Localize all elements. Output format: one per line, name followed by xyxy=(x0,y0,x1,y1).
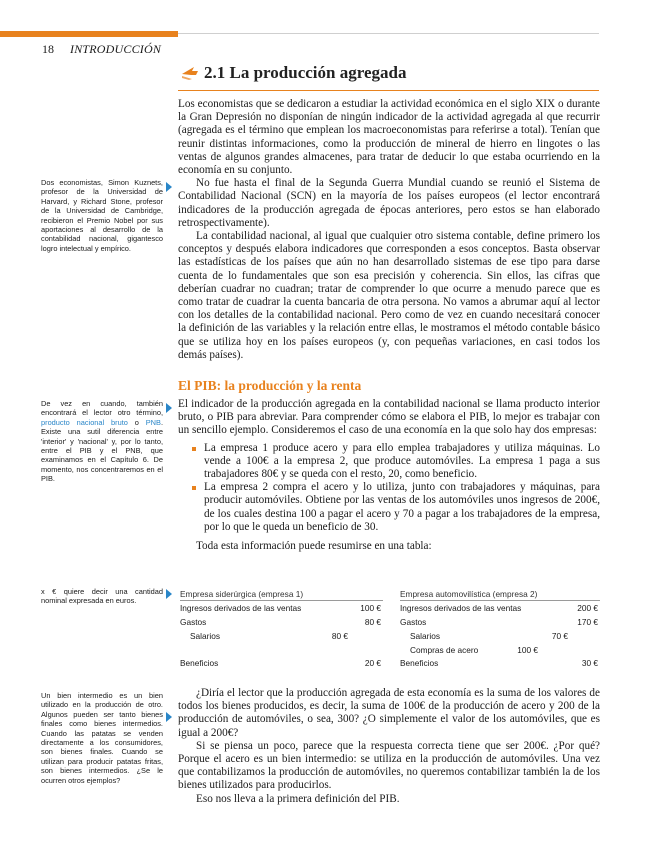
table2-rule xyxy=(400,600,600,601)
margin-note-euros: x € quiere decir una cantidad nominal expresada en euros. xyxy=(41,587,163,606)
table2-profit-value: 30 € xyxy=(581,658,598,668)
table1-profit-label: Beneficios xyxy=(180,658,219,668)
table2-steel-value: 100 € xyxy=(517,645,538,655)
margin-note-pnb-text-a: De vez en cuando, también encontrará el lector otro término, xyxy=(41,399,163,418)
page-number: 18 xyxy=(42,42,54,56)
margin-note-pnb-text-b: o xyxy=(127,417,146,427)
table2-wages-value: 70 € xyxy=(551,631,568,641)
table1-revenue-label: Ingresos derivados de las ventas xyxy=(180,603,302,613)
table1-expenses-label: Gastos xyxy=(180,617,207,627)
main-text-block-1 xyxy=(178,98,600,362)
table1-wages-label: Salarios xyxy=(190,631,220,641)
section-title: 2.1 La producción agregada xyxy=(204,63,407,82)
table1-revenue-value: 100 € xyxy=(360,603,381,613)
paragraph-1: Los economistas que se dedicaron a estudiar la actividad económica en el siglo XIX o durante la Gran Depresión no disponían de ningún indicador de la actividad agregada al que recurrir (agregada es el término que emplean los macroeconomistas para referirse a total). Tenían que reunir distintas informaciones, como la producción de mineral de hierro en lingotes o las ventas de algunos grandes almacenes, para tratar de deducir lo que estaba ocurriendo en la economía en su conjunto. xyxy=(178,98,600,177)
margin-term-pnb-full: producto nacional bruto xyxy=(41,417,128,427)
table2-steel-label: Compras de acero xyxy=(410,645,479,655)
subheading-pib: El PIB: la producción y la renta xyxy=(178,378,362,393)
table2-revenue-label: Ingresos derivados de las ventas xyxy=(400,603,522,613)
table2-title: Empresa automovilística (empresa 2) xyxy=(400,589,538,599)
table1-wages-value: 80 € xyxy=(331,631,348,641)
table2-revenue-value: 200 € xyxy=(577,603,598,613)
table1-expenses-value: 80 € xyxy=(364,617,381,627)
paragraph-3: La contabilidad nacional, al igual que cualquier otro sistema contable, define primero los conceptos y después elabora indicadores que corresponden a esos conceptos. Basta observar las estadísticas de los países que aún no han desarrollado sistemas de ese tipo para darse cuenta de lo fundamentales que son esa precisión y coherencia. Sin ellos, las cifras que deberían cuadrar no cuadran; tratar de comprender lo que ocurre a menudo parece que es como tratar de cuadrar la cuenta bancaria de otra persona. No vamos a abrumar aquí al lector con los detalles de la contabilidad nacional. Pero como de vez en cuando necesitará conocer la definición de las variables y la relación entre ellas, le mostramos el método contable básico que se utiliza hoy en los países europeos (y, con pequeñas variaciones, en casi todos los demás países). xyxy=(178,230,600,361)
margin-note-arrow-icon xyxy=(166,589,172,599)
paragraph-2: No fue hasta el final de la Segunda Guerra Mundial cuando se reunió el Sistema de Contabilidad Nacional (SCN) en la mayoría de los países europeos (el lector encontrará indicadores de la producción agregada de épocas anteriores, pero estos se han elaborado retrospectivamente). xyxy=(178,177,600,229)
bullet-item-2: La empresa 2 compra el acero y lo utiliza, junto con trabajadores y máquinas, para producir automóviles. Obtiene por las ventas de los automóviles unos ingresos de 200€, de los cuales destina 100 a pagar el acero y 70 a pagar a los trabajadores de la empresa, por lo que le queda un beneficio de 30. xyxy=(204,481,600,533)
header-rule xyxy=(178,33,599,34)
section-rule xyxy=(178,90,599,91)
paragraph-5: Toda esta información puede resumirse en una tabla: xyxy=(196,540,432,553)
margin-note-arrow-icon xyxy=(166,182,172,192)
paragraph-7: Si se piensa un poco, parece que la respuesta correcta tiene que ser 200€. ¿Por qué? Porque el acero es un bien intermedio: se utiliza en la producción de automóviles. Una vez que contabilizamos la producción de automóviles, no queremos contabilizar también la de los bienes utilizados para producirlos. xyxy=(178,739,600,792)
table2-profit-label: Beneficios xyxy=(400,658,439,668)
paragraph-8: Eso nos lleva a la primera definición del PIB. xyxy=(196,792,400,805)
margin-note-nobel: Dos economistas, Simon Kuznets, profesor de la Universidad de Harvard, y Richard Stone, profesor de la Universidad de Cambridge, recibieron el Premio Nobel por sus aportaciones al desarrollo de la contabilidad nacional, gigantesco logro intelectual y empírico. xyxy=(41,178,163,253)
table1-rule xyxy=(180,600,383,601)
margin-note-pnb-text-c: . Existe una sutil diferencia entre 'interior' y 'nacional' y, por lo tanto, entre el PIB y el PNB, que examinamos en el Capítulo 6. De momento, nos concentraremos en el PIB. xyxy=(41,417,164,484)
margin-term-pnb: PNB xyxy=(145,417,161,427)
table2-expenses-value: 170 € xyxy=(577,617,598,627)
table1-profit-value: 20 € xyxy=(364,658,381,668)
table1-title: Empresa siderúrgica (empresa 1) xyxy=(180,589,304,599)
main-text-block-3 xyxy=(178,687,600,806)
table2-wages-label: Salarios xyxy=(410,631,440,641)
running-head: INTRODUCCIÓN xyxy=(70,42,162,56)
bullet-list xyxy=(178,442,600,534)
paragraph-4: El indicador de la producción agregada en la contabilidad nacional se llama producto interior bruto, o PIB para abreviar. Para comprender cómo se elabora el PIB, lo mejor es trabajar con un sencillo ejemplo. Consideremos el caso de una economía en la que solo hay dos empresas: xyxy=(178,398,600,437)
bullet-item-1: La empresa 1 produce acero y para ello emplea trabajadores y utiliza máquinas. Lo vende a 100€ a la empresa 2, que produce automóviles. La empresa 1 paga a sus trabajadores 80€ y se queda con el resto, 20, como beneficio. xyxy=(204,441,600,481)
paragraph-6: ¿Diría el lector que la producción agregada de esta economía es la suma de los valores de todos los bienes producidos, es decir, la suma de 100€ de la producción de acero y 200 de la producción de automóviles, o sea, 300? ¿O simplemente el valor de los automóviles, que es igual a 200€? xyxy=(178,687,600,739)
margin-note-pnb xyxy=(41,399,163,484)
margin-note-arrow-icon xyxy=(166,712,172,722)
margin-note-arrow-icon xyxy=(166,403,172,413)
table2-expenses-label: Gastos xyxy=(400,617,427,627)
main-text-block-2 xyxy=(178,398,600,553)
section-marker-icon xyxy=(178,62,200,84)
header-accent-bar xyxy=(0,31,178,37)
margin-note-intermediate: Un bien intermedio es un bien utilizado en la producción de otro. Algunos pueden ser tanto bienes finales como bienes intermedios. Cuando las patatas se venden directamente a los consumidores, son bienes finales. Cuando se utilizan para producir patatas fritas, son bienes intermedios. ¿Se le ocurren otros ejemplos? xyxy=(41,691,163,785)
